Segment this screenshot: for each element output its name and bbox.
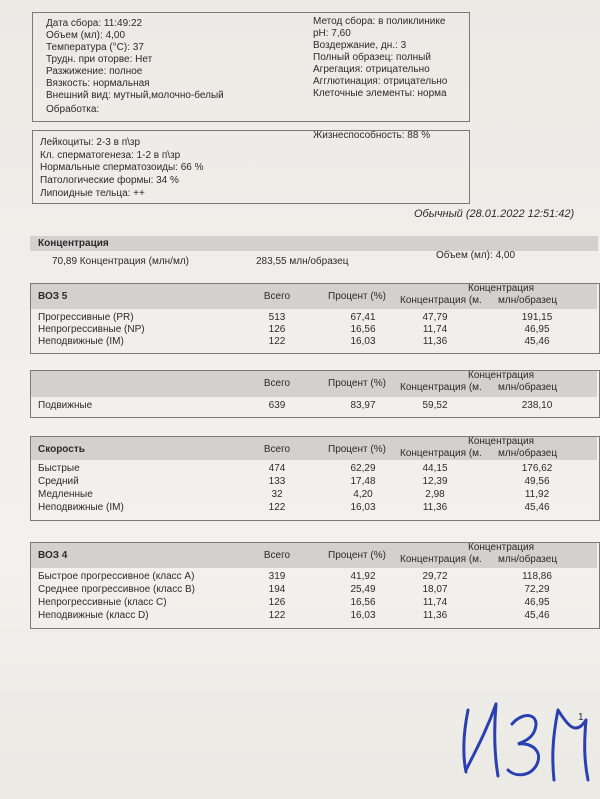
row-sample: 11,92 [524, 489, 550, 500]
table-title: ВОЗ 5 [38, 291, 68, 302]
row-conc: 18,07 [422, 584, 448, 595]
row-sample: 118,86 [522, 571, 552, 582]
row-label: Медленные [38, 489, 93, 500]
sample-right-7: Клеточные элементы: норма [313, 88, 447, 99]
row-sample: 45,46 [524, 336, 550, 347]
row-total: 122 [268, 610, 286, 621]
col-total-header: Всего [263, 444, 291, 455]
row-conc: 44,15 [422, 463, 448, 474]
sample-right-4: Полный образец: полный [313, 52, 431, 63]
concentration-header [30, 236, 598, 251]
sample-left-3: Температура (°C): 37 [46, 42, 144, 53]
row-total: 474 [268, 463, 286, 474]
row-sample: 49,56 [524, 476, 550, 487]
cells-left-1: Лейкоциты: 2-3 в п\зр [40, 137, 141, 148]
analysis-mode: Обычный (28.01.2022 12:51:42) [414, 208, 575, 220]
concentration-title: Концентрация [38, 238, 109, 249]
row-total: 133 [268, 476, 286, 487]
row-conc: 11,74 [422, 324, 448, 335]
col-conc-header: Концентрация (м. [400, 382, 482, 393]
row-sample: 238,10 [521, 400, 553, 411]
row-total: 122 [268, 502, 286, 513]
row-label: Неподвижные (IM) [38, 336, 124, 347]
row-label: Средний [38, 476, 79, 487]
row-label: Непрогрессивные (класс C) [38, 597, 167, 608]
col-conc-header: Концентрация (м. [400, 448, 482, 459]
row-percent: 16,56 [350, 324, 376, 335]
concentration-volume: Объем (мл): 4,00 [436, 250, 516, 261]
row-total: 319 [268, 571, 286, 582]
sample-left-2: Объем (мл): 4,00 [46, 30, 126, 41]
col-conc-group-header: Концентрация [468, 283, 535, 294]
row-label: Неподвижные (IM) [38, 502, 124, 513]
row-percent: 25,49 [350, 584, 376, 595]
concentration-per-sample: 283,55 млн/образец [256, 256, 349, 267]
row-percent: 16,03 [350, 336, 376, 347]
row-label: Среднее прогрессивное (класс B) [38, 584, 196, 595]
row-percent: 16,03 [350, 610, 376, 621]
col-conc-group-header: Концентрация [468, 542, 535, 553]
viability: Жизнеспособность: 88 % [313, 130, 431, 141]
row-sample: 45,46 [524, 610, 550, 621]
col-total-header: Всего [263, 550, 291, 561]
sample-left-8: Обработка: [46, 104, 100, 115]
row-conc: 47,79 [422, 312, 448, 323]
row-sample: 191,15 [521, 312, 553, 323]
row-sample: 72,29 [524, 584, 550, 595]
row-conc: 11,36 [422, 610, 448, 621]
row-conc: 59,52 [422, 400, 448, 411]
cells-left-3: Нормальные сперматозоиды: 66 % [40, 162, 204, 173]
col-percent-header: Процент (%) [328, 550, 386, 561]
row-conc: 12,39 [422, 476, 448, 487]
sample-right-1: Метод сбора: в поликлинике [313, 16, 446, 27]
row-percent: 41,92 [350, 571, 376, 582]
sample-left-4: Трудн. при оторве: Нет [46, 54, 153, 65]
sample-left-7: Внешний вид: мутный,молочно-белый [46, 90, 224, 101]
page-number: 1 [578, 712, 584, 723]
row-percent: 67,41 [350, 312, 376, 323]
cells-left-5: Липоидные тельца: ++ [40, 188, 145, 199]
col-conc-header: Концентрация (м. [400, 295, 482, 306]
col-sample-header: млн/образец [498, 448, 558, 459]
row-label: Прогрессивные (PR) [38, 312, 134, 323]
col-total-header: Всего [263, 291, 291, 302]
concentration-value: 70,89 Концентрация (млн/мл) [52, 256, 190, 267]
sample-right-6: Агглютинация: отрицательно [313, 76, 448, 87]
row-percent: 83,97 [350, 400, 376, 411]
row-total: 126 [268, 324, 286, 335]
row-percent: 16,56 [350, 597, 376, 608]
row-conc: 11,74 [422, 597, 448, 608]
sample-left-5: Разжижение: полное [46, 66, 143, 77]
col-sample-header: млн/образец [498, 382, 558, 393]
col-percent-header: Процент (%) [328, 444, 386, 455]
sample-left-1: Дата сбора: 11:49:22 [46, 18, 143, 29]
row-total: 32 [271, 489, 283, 500]
row-percent: 4,20 [353, 489, 373, 500]
sample-left-6: Вязкость: нормальная [46, 78, 150, 89]
row-label: Подвижные [38, 400, 93, 411]
col-sample-header: млн/образец [498, 295, 558, 306]
sample-right-3: Воздержание, дн.: 3 [313, 40, 407, 51]
cells-left-2: Кл. сперматогенеза: 1-2 в п\зр [40, 150, 181, 161]
col-percent-header: Процент (%) [328, 291, 386, 302]
col-conc-header: Концентрация (м. [400, 554, 482, 565]
table-title: ВОЗ 4 [38, 550, 68, 561]
row-sample: 45,46 [524, 502, 550, 513]
sample-right-2: pH: 7,60 [313, 28, 351, 39]
row-sample: 46,95 [524, 597, 550, 608]
row-percent: 17,48 [350, 476, 376, 487]
row-conc: 11,36 [422, 502, 448, 513]
row-label: Неподвижные (класс D) [38, 610, 149, 621]
row-conc: 29,72 [422, 571, 448, 582]
row-total: 126 [268, 597, 286, 608]
col-total-header: Всего [263, 378, 291, 389]
table-title: Скорость [38, 444, 85, 455]
row-total: 122 [268, 336, 286, 347]
row-label: Быстрое прогрессивное (класс A) [38, 571, 195, 582]
sample-right-5: Агрегация: отрицательно [313, 64, 430, 75]
row-sample: 176,62 [521, 463, 553, 474]
row-conc: 11,36 [422, 336, 448, 347]
row-sample: 46,95 [524, 324, 550, 335]
row-total: 194 [268, 584, 286, 595]
row-total: 639 [268, 400, 286, 411]
row-conc: 2,98 [425, 489, 445, 500]
row-percent: 16,03 [350, 502, 376, 513]
row-label: Непрогрессивные (NP) [38, 324, 145, 335]
row-percent: 62,29 [350, 463, 376, 474]
col-conc-group-header: Концентрация [468, 370, 535, 381]
col-percent-header: Процент (%) [328, 378, 386, 389]
col-conc-group-header: Концентрация [468, 436, 535, 447]
cells-left-4: Патологические формы: 34 % [40, 175, 179, 186]
col-sample-header: млн/образец [498, 554, 558, 565]
row-label: Быстрые [38, 463, 80, 474]
handwritten-signature [440, 680, 600, 790]
row-total: 513 [268, 312, 286, 323]
